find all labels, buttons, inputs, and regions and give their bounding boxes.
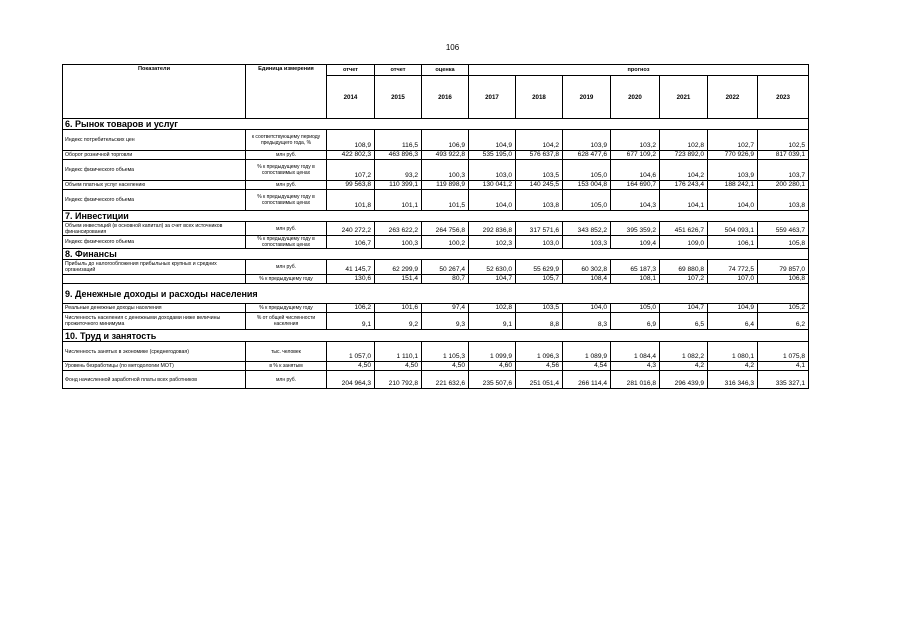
value-cell: 104,0 [563,304,611,313]
value-cell: 677 109,2 [611,151,660,160]
unit-header: Единица измерения [246,65,327,119]
value-cell: 343 852,2 [563,222,611,236]
value-cell: 770 926,9 [708,151,758,160]
section-header-row [63,249,809,260]
indicator-name: Индекс физического объема [63,160,246,181]
indicator-name: Численность занятых в экономике (среднегодовая) [63,342,246,362]
section-spacer [327,330,809,342]
value-cell: 104,2 [516,130,563,151]
section-header-row [63,284,809,304]
section-title: 8. Финансы [63,249,327,260]
value-cell: 4,50 [422,362,469,371]
value-cell: 200 280,1 [758,181,809,190]
unit-cell: % от общей численности населения [246,313,327,330]
year-header: 2015 [375,76,422,119]
value-cell: 281 016,8 [611,371,660,389]
value-cell: 4,3 [611,362,660,371]
value-cell: 1 080,1 [708,342,758,362]
section-spacer [327,249,809,260]
indicator-name: Уровень безработицы (по методологии МОТ) [63,362,246,371]
indicator-header: Показатели [63,65,246,119]
value-cell: 164 690,7 [611,181,660,190]
value-cell: 176 243,4 [660,181,708,190]
unit-cell: % к предыдущему году [246,304,327,313]
section-title: 7. Инвестиции [63,211,327,222]
value-cell: 74 772,5 [708,260,758,275]
value-cell: 103,0 [516,236,563,249]
value-cell: 463 896,3 [375,151,422,160]
table-row [63,260,809,275]
value-cell: 1 057,0 [327,342,375,362]
value-cell: 1 084,4 [611,342,660,362]
section-spacer [327,211,809,222]
value-cell: 52 630,0 [469,260,516,275]
value-cell: 50 267,4 [422,260,469,275]
value-cell: 97,4 [422,304,469,313]
group-header-estimate: оценка [422,65,469,76]
value-cell: 104,3 [611,190,660,211]
indicator-name: Объем инвестиций (в основной капитал) за счет всех источников финансирования [63,222,246,236]
value-cell: 103,9 [708,160,758,181]
indicator-name: Индекс физического объема [63,190,246,211]
table-row [63,160,809,181]
value-cell: 1 105,3 [422,342,469,362]
unit-cell: % к предыдущему году в сопоставимых ценах [246,160,327,181]
value-cell: 266 114,4 [563,371,611,389]
value-cell: 104,9 [469,130,516,151]
value-cell: 1 110,1 [375,342,422,362]
value-cell: 210 792,8 [375,371,422,389]
year-header: 2018 [516,76,563,119]
table-row [63,304,809,313]
value-cell: 104,0 [469,190,516,211]
table-row [63,190,809,211]
value-cell: 103,5 [516,160,563,181]
indicator-name [63,275,246,284]
value-cell: 101,6 [375,304,422,313]
indicator-name: Индекс физического объема [63,236,246,249]
value-cell: 151,4 [375,275,422,284]
indicator-name: Прибыль до налогообложения прибыльных крупных и средних организаций [63,260,246,275]
value-cell: 8,8 [516,313,563,330]
unit-cell: млн руб. [246,371,327,389]
value-cell: 102,8 [660,130,708,151]
section-title: 10. Труд и занятость [63,330,327,342]
indicator-name: Индекс потребительских цен [63,130,246,151]
value-cell: 80,7 [422,275,469,284]
value-cell: 292 836,8 [469,222,516,236]
value-cell: 62 299,9 [375,260,422,275]
section-header-row [63,330,809,342]
section-header-row [63,119,809,130]
unit-cell: % к предыдущему году в сопоставимых ценах [246,190,327,211]
value-cell: 103,2 [611,130,660,151]
value-cell: 504 093,1 [708,222,758,236]
year-header: 2019 [563,76,611,119]
value-cell: 103,7 [758,160,809,181]
value-cell: 109,4 [611,236,660,249]
value-cell: 264 756,8 [422,222,469,236]
value-cell: 103,8 [758,190,809,211]
value-cell: 251 051,4 [516,371,563,389]
value-cell: 105,2 [758,304,809,313]
value-cell: 559 463,7 [758,222,809,236]
unit-cell: млн руб. [246,151,327,160]
value-cell: 55 629,9 [516,260,563,275]
unit-cell: в % к занятым [246,362,327,371]
value-cell: 106,9 [422,130,469,151]
value-cell: 103,8 [516,190,563,211]
table-row [63,181,809,190]
value-cell: 41 145,7 [327,260,375,275]
unit-cell: тыс. человек [246,342,327,362]
value-cell: 535 195,0 [469,151,516,160]
value-cell: 103,5 [516,304,563,313]
value-cell: 221 632,6 [422,371,469,389]
value-cell: 106,7 [327,236,375,249]
value-cell: 1 082,2 [660,342,708,362]
indicator-name: Объем платных услуг населению [63,181,246,190]
table-row [63,130,809,151]
value-cell: 235 507,6 [469,371,516,389]
year-header: 2014 [327,76,375,119]
table-row [63,371,809,389]
value-cell: 105,8 [758,236,809,249]
value-cell: 6,2 [758,313,809,330]
value-cell: 9,2 [375,313,422,330]
value-cell: 104,7 [660,304,708,313]
value-cell: 102,5 [758,130,809,151]
value-cell: 103,0 [469,160,516,181]
year-header: 2023 [758,76,809,119]
value-cell: 6,5 [660,313,708,330]
group-header-forecast: прогноз [469,65,809,76]
value-cell: 108,9 [327,130,375,151]
value-cell: 110 399,1 [375,181,422,190]
value-cell: 493 922,8 [422,151,469,160]
value-cell: 102,7 [708,130,758,151]
value-cell: 4,50 [327,362,375,371]
value-cell: 451 626,7 [660,222,708,236]
year-header: 2017 [469,76,516,119]
unit-cell: % к предыдущему году [246,275,327,284]
value-cell: 100,2 [422,236,469,249]
value-cell: 1 096,3 [516,342,563,362]
value-cell: 4,2 [708,362,758,371]
value-cell: 130 041,2 [469,181,516,190]
value-cell: 101,8 [327,190,375,211]
group-header-report-1: отчет [327,65,375,76]
value-cell: 1 089,9 [563,342,611,362]
value-cell: 296 439,9 [660,371,708,389]
unit-cell: млн руб. [246,260,327,275]
value-cell: 105,0 [563,160,611,181]
value-cell: 8,3 [563,313,611,330]
value-cell: 60 302,8 [563,260,611,275]
table-body [63,119,809,389]
value-cell: 9,1 [469,313,516,330]
indicator-name: Оборот розничной торговли [63,151,246,160]
value-cell: 101,5 [422,190,469,211]
value-cell: 316 346,3 [708,371,758,389]
unit-cell: к соответствующему периоду предыдущего года, % [246,130,327,151]
value-cell: 65 187,3 [611,260,660,275]
value-cell: 576 637,8 [516,151,563,160]
value-cell: 4,60 [469,362,516,371]
value-cell: 140 245,5 [516,181,563,190]
value-cell: 240 272,2 [327,222,375,236]
unit-cell: млн руб. [246,181,327,190]
value-cell: 102,3 [469,236,516,249]
table-row [63,222,809,236]
value-cell: 4,2 [660,362,708,371]
value-cell: 116,5 [375,130,422,151]
value-cell: 104,1 [660,190,708,211]
year-header: 2016 [422,76,469,119]
value-cell: 723 892,0 [660,151,708,160]
value-cell: 104,7 [469,275,516,284]
value-cell: 107,2 [327,160,375,181]
value-cell: 106,1 [708,236,758,249]
value-cell: 106,2 [327,304,375,313]
section-spacer [327,119,809,130]
year-header: 2021 [660,76,708,119]
value-cell: 105,0 [611,304,660,313]
value-cell: 153 004,8 [563,181,611,190]
value-cell: 79 857,0 [758,260,809,275]
value-cell: 100,3 [375,236,422,249]
group-header-report-2: отчет [375,65,422,76]
value-cell: 109,0 [660,236,708,249]
value-cell: 204 964,3 [327,371,375,389]
table-row [63,275,809,284]
value-cell: 317 571,6 [516,222,563,236]
value-cell: 4,50 [375,362,422,371]
value-cell: 99 563,8 [327,181,375,190]
value-cell: 130,6 [327,275,375,284]
value-cell: 422 802,3 [327,151,375,160]
table-row [63,236,809,249]
value-cell: 108,1 [611,275,660,284]
value-cell: 9,1 [327,313,375,330]
indicator-name: Фонд начисленной заработной платы всех работников [63,371,246,389]
value-cell: 93,2 [375,160,422,181]
indicator-name: Реальные денежные доходы населения [63,304,246,313]
forecast-table-container [62,64,808,389]
value-cell: 105,0 [563,190,611,211]
year-header: 2022 [708,76,758,119]
indicator-name: Численность населения с денежными доходами ниже величины прожиточного минимума [63,313,246,330]
table-row [63,151,809,160]
section-title: 9. Денежные доходы и расходы населения [63,284,327,304]
value-cell: 104,0 [708,190,758,211]
year-header: 2020 [611,76,660,119]
value-cell: 100,3 [422,160,469,181]
page-number: 106 [445,43,460,52]
unit-cell: % к предыдущему году в сопоставимых ценах [246,236,327,249]
section-header-row [63,211,809,222]
section-title: 6. Рынок товаров и услуг [63,119,327,130]
table-row [63,342,809,362]
value-cell: 107,0 [708,275,758,284]
value-cell: 107,2 [660,275,708,284]
value-cell: 102,8 [469,304,516,313]
value-cell: 628 477,6 [563,151,611,160]
value-cell: 103,3 [563,236,611,249]
value-cell: 119 898,9 [422,181,469,190]
value-cell: 6,9 [611,313,660,330]
value-cell: 101,1 [375,190,422,211]
value-cell: 104,2 [660,160,708,181]
value-cell: 817 039,1 [758,151,809,160]
unit-cell: млн руб. [246,222,327,236]
value-cell: 4,56 [516,362,563,371]
value-cell: 108,4 [563,275,611,284]
value-cell: 104,6 [611,160,660,181]
value-cell: 69 880,8 [660,260,708,275]
value-cell: 6,4 [708,313,758,330]
value-cell: 263 622,2 [375,222,422,236]
table-row [63,362,809,371]
value-cell: 9,3 [422,313,469,330]
value-cell: 106,8 [758,275,809,284]
value-cell: 4,1 [758,362,809,371]
value-cell: 1 099,9 [469,342,516,362]
table-row [63,313,809,330]
header-row-groups [63,65,809,76]
value-cell: 1 075,8 [758,342,809,362]
forecast-table [62,64,809,389]
value-cell: 188 242,1 [708,181,758,190]
value-cell: 104,9 [708,304,758,313]
value-cell: 4,54 [563,362,611,371]
value-cell: 103,9 [563,130,611,151]
value-cell: 395 359,2 [611,222,660,236]
section-spacer [327,284,809,304]
value-cell: 335 327,1 [758,371,809,389]
value-cell: 105,7 [516,275,563,284]
